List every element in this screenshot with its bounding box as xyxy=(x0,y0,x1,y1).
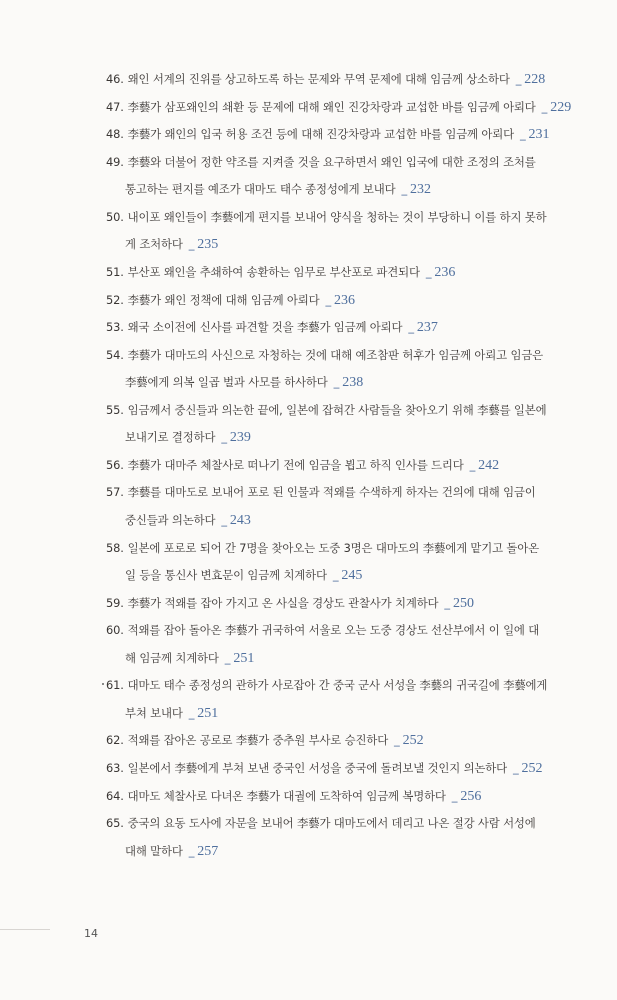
toc-entry-line xyxy=(106,126,568,143)
entry-number: 65. xyxy=(106,816,124,831)
entry-title: 일본에 포로로 되어 간 7명을 찾아오는 도중 3명은 대마도의 李藝에게 맡기고 돌아온 xyxy=(127,540,539,555)
entry-title: 대마도 체찰사로 다녀온 李藝가 대궐에 도착하여 임금께 복명하다 xyxy=(127,788,446,803)
page-ref-separator: _ xyxy=(513,760,519,775)
page-number: 14 xyxy=(84,927,98,940)
page-reference: 242 xyxy=(478,457,500,473)
entry-title: 적왜를 잡아 돌아온 李藝가 귀국하여 서울로 오는 도중 경상도 선산부에서 이 일에 대 xyxy=(127,623,540,638)
page-ref-separator: _ xyxy=(408,320,414,335)
toc-entry-line xyxy=(106,347,568,364)
entry-title: 일 등을 통신사 변효문이 임금께 치계하다 xyxy=(125,568,327,583)
toc-entry-line xyxy=(106,264,568,281)
toc-entry-line xyxy=(106,71,568,88)
toc-entry xyxy=(106,292,568,309)
entry-title: 대해 말하다 xyxy=(125,843,183,858)
entry-title: 李藝가 대마도의 사신으로 자청하는 것에 대해 예조참판 허후가 임금께 아뢰고 임금은 xyxy=(127,347,544,362)
toc-entry-line xyxy=(106,319,568,336)
entry-number: 62. xyxy=(106,733,124,748)
toc-entry-line xyxy=(106,457,568,474)
entry-title: 일본에서 李藝에게 부쳐 보낸 중국인 서성을 중국에 돌려보낼 것인지 의논하다 xyxy=(127,760,507,775)
page-reference: 256 xyxy=(460,788,482,804)
toc-entry-continuation xyxy=(106,705,568,722)
toc-entry-line xyxy=(106,622,568,639)
toc-entry-line xyxy=(106,788,568,805)
entry-title: 李藝가 왜인 정책에 대해 임금께 아뢰다 xyxy=(127,292,320,307)
toc-entry xyxy=(106,788,568,805)
entry-number: 57. xyxy=(106,485,124,500)
entry-number: 56. xyxy=(106,457,124,472)
page-ref-separator: _ xyxy=(444,595,450,610)
toc-entry-line xyxy=(106,760,568,777)
entry-title: 李藝와 더불어 정한 약조를 지켜줄 것을 요구하면서 왜인 입국에 대한 조정의 조처를 xyxy=(127,154,536,169)
page-reference: 251 xyxy=(197,705,219,721)
toc-entry xyxy=(106,622,568,667)
entry-title: 중신들과 의논하다 xyxy=(125,512,216,527)
toc-entry-line xyxy=(106,540,568,557)
page-ref-separator: _ xyxy=(224,650,231,665)
toc-entry-continuation xyxy=(106,374,568,391)
page-reference: 243 xyxy=(229,512,251,528)
entry-title: 왜국 소이전에 신사를 파견할 것을 李藝가 임금께 아뢰다 xyxy=(127,320,403,335)
page-ref-separator: _ xyxy=(188,237,195,252)
page-reference: 236 xyxy=(434,264,456,280)
toc-entry-continuation xyxy=(106,567,568,584)
page-ref-separator: _ xyxy=(332,568,339,583)
print-speck xyxy=(102,683,104,685)
toc-entry xyxy=(106,99,572,116)
toc-entry xyxy=(106,540,568,585)
page-ref-separator: _ xyxy=(451,788,458,803)
entry-number: 51. xyxy=(106,264,124,279)
toc-entry-line xyxy=(106,815,568,832)
toc-entry xyxy=(106,71,568,88)
entry-title: 대마도 태수 종정성의 관하가 사로잡아 간 중국 군사 서성을 李藝의 귀국길에 李藝에게 xyxy=(127,678,548,693)
page-ref-separator: _ xyxy=(188,843,195,858)
toc-entry-line xyxy=(106,677,568,694)
page-reference: 236 xyxy=(334,292,356,308)
entry-title: 부산포 왜인을 추쇄하여 송환하는 임무로 부산포로 파견되다 xyxy=(127,264,420,279)
entry-number: 54. xyxy=(106,347,124,362)
entry-title: 李藝에게 의복 일곱 벌과 사모를 하사하다 xyxy=(125,375,328,390)
page-reference: 251 xyxy=(233,650,255,666)
page-ref-separator: _ xyxy=(541,99,548,114)
page-ref-separator: _ xyxy=(221,512,227,527)
table-of-contents xyxy=(106,71,572,870)
page-ref-separator: _ xyxy=(333,375,340,390)
page-reference: 250 xyxy=(452,595,474,611)
toc-entry-continuation xyxy=(106,236,568,253)
entry-title: 중국의 요동 도사에 자문을 보내어 李藝가 대마도에서 데리고 나온 절강 사람 서성에 xyxy=(127,816,536,831)
entry-title: 李藝가 왜인의 입국 허용 조건 등에 대해 진강차랑과 교섭한 바를 임금께 아뢰다 xyxy=(127,127,514,142)
toc-entry xyxy=(106,154,568,199)
entry-title: 적왜를 잡아온 공로로 李藝가 중추원 부사로 승진하다 xyxy=(127,733,389,748)
entry-number: 59. xyxy=(106,595,124,610)
entry-title: 李藝가 대마주 체찰사로 떠나기 전에 임금을 뵙고 하직 인사를 드리다 xyxy=(127,457,464,472)
page-ref-separator: _ xyxy=(221,430,227,445)
entry-number: 48. xyxy=(106,127,124,142)
entry-title: 통고하는 편지를 예조가 대마도 태수 종정성에게 보내다 xyxy=(125,182,396,197)
toc-entry-line xyxy=(106,484,568,501)
toc-entry xyxy=(106,677,568,722)
toc-entry-continuation xyxy=(106,512,568,529)
entry-title: 李藝가 삼포왜인의 쇄환 등 문제에 대해 왜인 진강차랑과 교섭한 바를 임금께 아뢰다 xyxy=(127,99,536,114)
page-ref-separator: _ xyxy=(425,264,432,279)
toc-entry xyxy=(106,760,568,777)
toc-entry xyxy=(106,347,568,392)
toc-entry-line xyxy=(106,99,572,116)
entry-number: 60. xyxy=(106,623,124,638)
page-reference: 231 xyxy=(528,127,550,143)
page-reference: 257 xyxy=(197,843,219,859)
toc-entry-continuation xyxy=(106,429,568,446)
footer-rule xyxy=(0,929,50,930)
entry-title: 부쳐 보내다 xyxy=(125,705,183,720)
page-reference: 229 xyxy=(550,99,572,115)
toc-entry-continuation xyxy=(106,181,568,198)
entry-number: 58. xyxy=(106,540,124,555)
toc-entry-line xyxy=(106,292,568,309)
toc-entry xyxy=(106,484,568,529)
entry-number: 63. xyxy=(106,760,124,775)
toc-entry xyxy=(106,815,568,860)
entry-number: 53. xyxy=(106,320,124,335)
entry-title: 해 임금께 치계하다 xyxy=(125,650,219,665)
page-ref-separator: _ xyxy=(469,457,476,472)
toc-entry xyxy=(106,126,568,143)
page-reference: 228 xyxy=(524,72,546,87)
toc-entry-continuation xyxy=(106,650,568,667)
page-ref-separator: _ xyxy=(401,182,407,197)
entry-title: 임금께서 중신들과 의논한 끝에, 일본에 잡혀간 사람들을 찾아오기 위해 李藝를 일본에 xyxy=(127,402,547,417)
toc-entry xyxy=(106,402,568,447)
entry-number: 49. xyxy=(106,154,124,169)
entry-title: 李藝가 적왜를 잡아 가지고 온 사실을 경상도 관찰사가 치계하다 xyxy=(127,595,439,610)
entry-number: 47. xyxy=(106,99,124,114)
page-reference: 238 xyxy=(342,375,364,391)
page-reference: 235 xyxy=(197,237,219,253)
entry-title: 게 조처하다 xyxy=(125,237,183,252)
toc-entry xyxy=(106,732,568,749)
entry-number: 50. xyxy=(106,209,124,224)
entry-number: 64. xyxy=(106,788,124,803)
toc-entry xyxy=(106,209,568,254)
entry-number: 46. xyxy=(106,72,124,86)
page-ref-separator: _ xyxy=(325,292,332,307)
entry-title: 내이포 왜인들이 李藝에게 편지를 보내어 양식을 청하는 것이 부당하니 이를 하지 못하 xyxy=(127,209,547,224)
page-ref-separator: _ xyxy=(394,733,400,748)
toc-entry xyxy=(106,319,568,336)
toc-entry xyxy=(106,457,568,474)
toc-entry-line xyxy=(106,154,568,171)
page-reference: 252 xyxy=(521,760,543,776)
entry-title: 왜인 서계의 진위를 상고하도록 하는 문제와 무역 문제에 대해 임금께 상소하다 xyxy=(127,72,510,86)
page-reference: 237 xyxy=(416,320,438,336)
toc-entry-line xyxy=(106,402,568,419)
toc-entry-line xyxy=(106,209,568,226)
entry-number: 55. xyxy=(106,402,124,417)
page-reference: 252 xyxy=(402,733,424,749)
toc-entry xyxy=(106,264,568,281)
page-reference: 245 xyxy=(341,568,363,584)
toc-entry-line xyxy=(106,732,568,749)
entry-number: 52. xyxy=(106,292,124,307)
toc-entry xyxy=(106,595,568,612)
entry-number: 61. xyxy=(106,678,124,693)
page-reference: 232 xyxy=(410,182,431,198)
page-ref-separator: _ xyxy=(188,705,195,720)
toc-entry-line xyxy=(106,595,568,612)
toc-entry-continuation xyxy=(106,843,568,860)
page-ref-separator: _ xyxy=(515,72,522,86)
page-ref-separator: _ xyxy=(519,127,526,142)
page-reference: 239 xyxy=(229,430,251,446)
entry-title: 보내기로 결정하다 xyxy=(125,430,216,445)
entry-title: 李藝를 대마도로 보내어 포로 된 인물과 적왜를 수색하게 하자는 건의에 대해 임금이 xyxy=(127,485,536,500)
